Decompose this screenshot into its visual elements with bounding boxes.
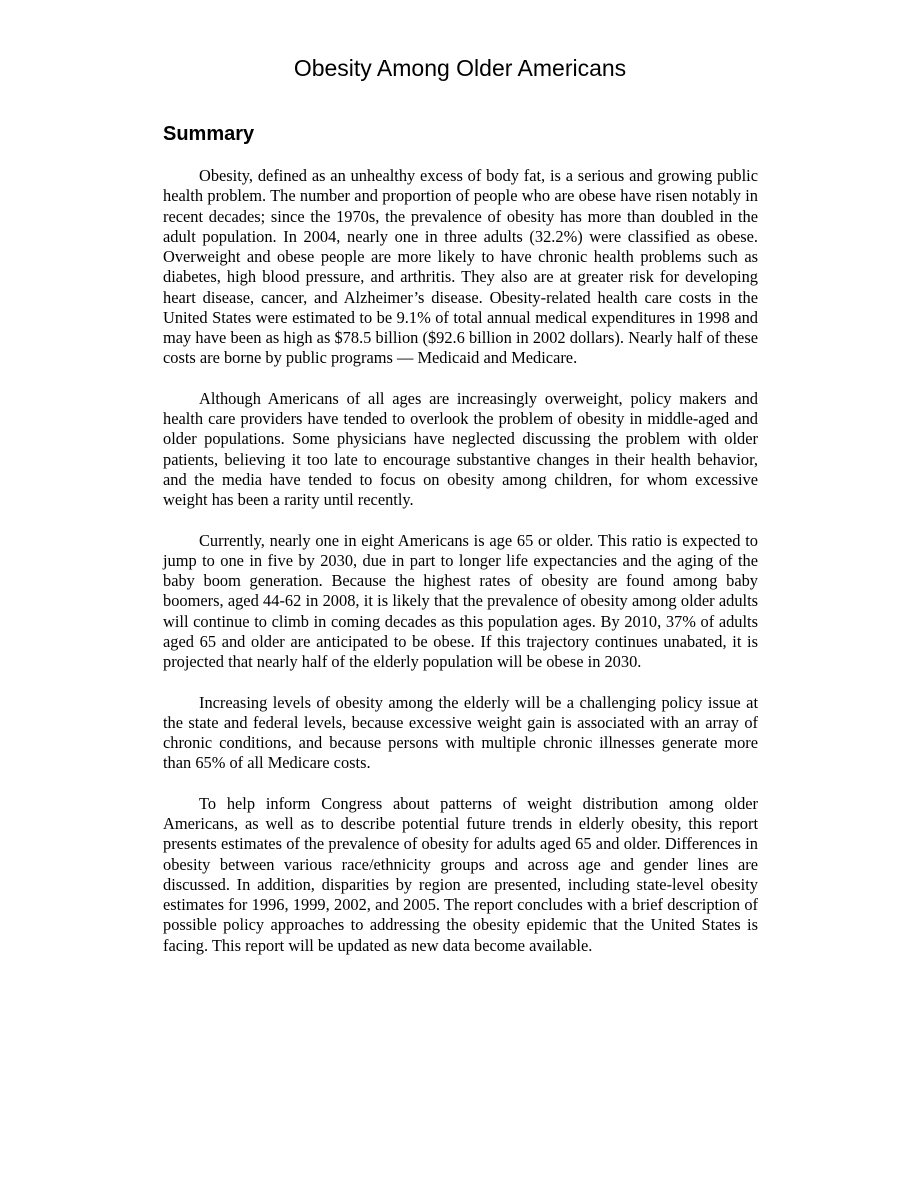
summary-body	[163, 166, 758, 976]
paragraph-1: Obesity, defined as an unhealthy excess of body fat, is a serious and growing public health problem. The number and proportion of people who are obese have risen notably in recent decades; since the 1970s, the prevalence of obesity has more than doubled in the adult population. In 2004, nearly one in three adults (32.2%) were classified as obese. Overweight and obese people are more likely to have chronic health problems such as diabetes, high blood pressure, and arthritis. They also are at greater risk for developing heart disease, cancer, and Alzheimer’s disease. Obesity-related health care costs in the United States were estimated to be 9.1% of total annual medical expenditures in 1998 and may have been as high as $78.5 billion ($92.6 billion in 2002 dollars). Nearly half of these costs are borne by public programs — Medicaid and Medicare.	[163, 166, 758, 368]
paragraph-3: Currently, nearly one in eight Americans is age 65 or older. This ratio is expected to jump to one in five by 2030, due in part to longer life expectancies and the aging of the baby boom generation. Because the highest rates of obesity are found among baby boomers, aged 44-62 in 2008, it is likely that the prevalence of obesity among older adults will continue to climb in coming decades as this population ages. By 2010, 37% of adults aged 65 and older are anticipated to be obese. If this trajectory continues unabated, it is projected that nearly half of the elderly population will be obese in 2030.	[163, 530, 758, 671]
paragraph-5: To help inform Congress about patterns of weight distribution among older Americans, as well as to describe potential future trends in elderly obesity, this report presents estimates of the prevalence of obesity for adults aged 65 and older. Differences in obesity between various race/ethnicity groups and across age and gender lines are discussed. In addition, disparities by region are presented, including state-level obesity estimates for 1996, 1999, 2002, and 2005. The report concludes with a brief description of possible policy approaches to addressing the obesity epidemic that the United States is facing. This report will be updated as new data become available.	[163, 793, 758, 955]
paragraph-2: Although Americans of all ages are increasingly overweight, policy makers and health care providers have tended to overlook the problem of obesity in middle-aged and older populations. Some physicians have neglected discussing the problem with older patients, believing it too late to encourage substantive changes in their health behavior, and the media have tended to focus on obesity among children, for whom excessive weight has been a rarity until recently.	[163, 388, 758, 509]
page-title: Obesity Among Older Americans	[293, 55, 627, 81]
section-heading-summary: Summary	[163, 123, 255, 145]
paragraph-4: Increasing levels of obesity among the elderly will be a challenging policy issue at the state and federal levels, because excessive weight gain is associated with an array of chronic conditions, and because persons with multiple chronic illnesses generate more than 65% of all Medicare costs.	[163, 692, 758, 773]
